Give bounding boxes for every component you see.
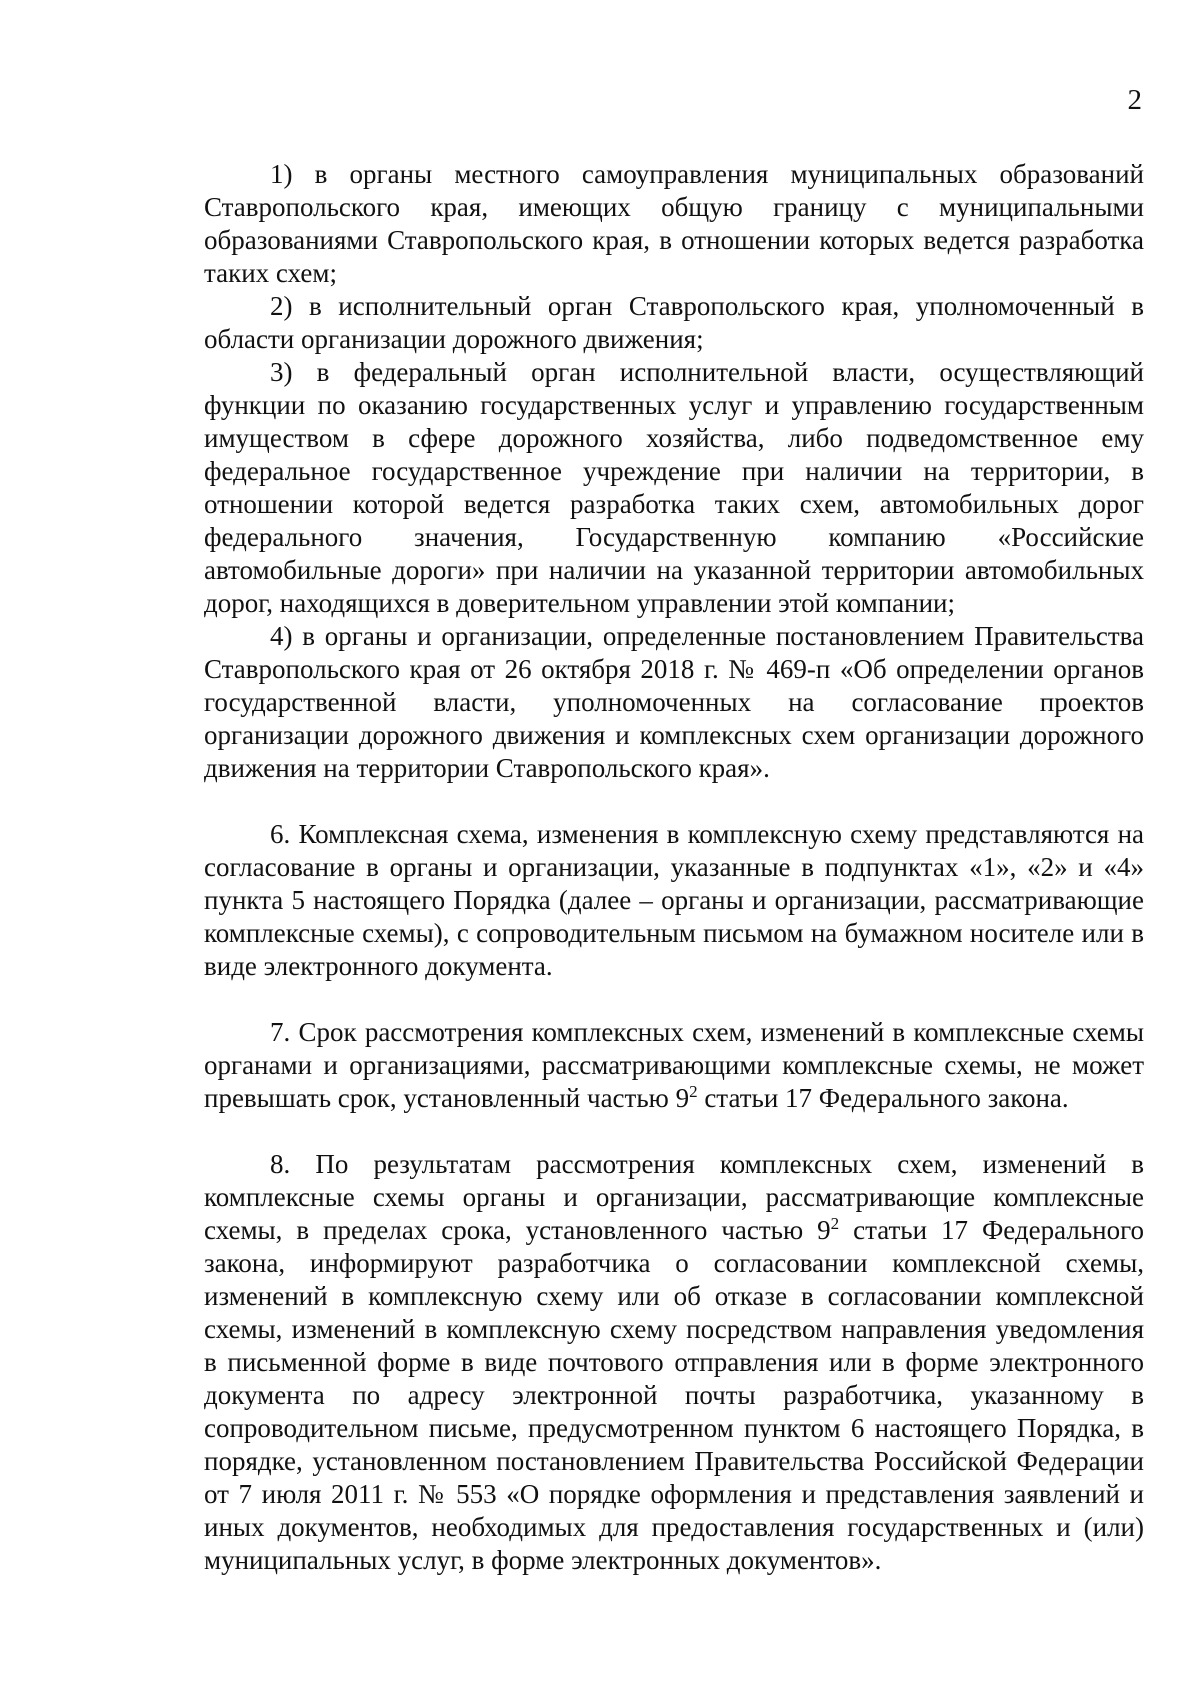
sub-item-3: 3) в федеральный орган исполнительной власти, осуществляющий функции по оказанию государственных услуг и управлению государственным имуществом в сфере дорожного хозяйства, либо подведомственное ему федеральное государственное учреждение при наличии на территории, в отношении которой ведется разработка таких схем, автомобильных дорог федерального значения, Государственную компанию «Российские автомобильные дороги» при наличии на указанной территории автомобильных дорог, находящихся в доверительном управлении этой компании; (204, 357, 1144, 618)
item-7 (204, 1016, 1144, 1115)
item-7-superscript: 2 (689, 1082, 698, 1101)
item-8 (204, 1148, 1144, 1577)
item-7-text-end: статьи 17 Федерального закона. (697, 1083, 1069, 1113)
item-8-text-end: статьи 17 Федерального закона, информируют разработчика о согласовании комплексной схемы, изменений в комплексную схему или об отказе в согласовании комплексной схемы, изменений в комплексную схему посредством направления уведомления в письменной форме в виде почтового отправления или в форме электронного документа по адресу электронной почты разработчика, указанному в сопроводительном письме, предусмотренном пунктом 6 настоящего Порядка, в порядке, установленном постановлением Правительства Российской Федерации от 7 июля 2011 г. № 553 «О порядке оформления и представления заявлений и иных документов, необходимых для предоставления государственных и (или) муниципальных услуг, в форме электронных документов». (204, 1215, 1144, 1575)
sub-item-4: 4) в органы и организации, определенные постановлением Правительства Ставропольского края от 26 октября 2018 г. № 469-п «Об определении органов государственной власти, уполномоченных на согласование проектов организации дорожного движения и комплексных схем организации дорожного движения на территории Ставропольского края». (204, 621, 1144, 783)
item-7-text-start: 7. Срок рассмотрения комплексных схем, изменений в комплексные схемы органами и организациями, рассматривающими комплексные схемы, не может превышать срок, установленный частью 9 (204, 1017, 1144, 1113)
sub-item-2: 2) в исполнительный орган Ставропольского края, уполномоченный в области организации дорожного движения; (204, 291, 1144, 354)
item-8-text-start: 8. По результатам рассмотрения комплексных схем, изменений в комплексные схемы органы и организации, рассматривающие комплексные схемы, в пределах срока, установленного частью 9 (204, 1149, 1144, 1245)
document-body (204, 158, 1144, 1577)
item-8-superscript: 2 (830, 1214, 840, 1233)
sub-item-1: 1) в органы местного самоуправления муниципальных образований Ставропольского края, имеющих общую границу с муниципальными образованиями Ставропольского края, в отношении которых ведется разработка таких схем; (204, 159, 1144, 288)
item-6: 6. Комплексная схема, изменения в комплексную схему представляются на согласование в органы и организации, указанные в подпунктах «1», «2» и «4» пункта 5 настоящего Порядка (далее – органы и организации, рассматривающие комплексные схемы), с сопроводительным письмом на бумажном носителе или в виде электронного документа. (204, 819, 1144, 981)
page-number: 2 (1127, 84, 1142, 116)
